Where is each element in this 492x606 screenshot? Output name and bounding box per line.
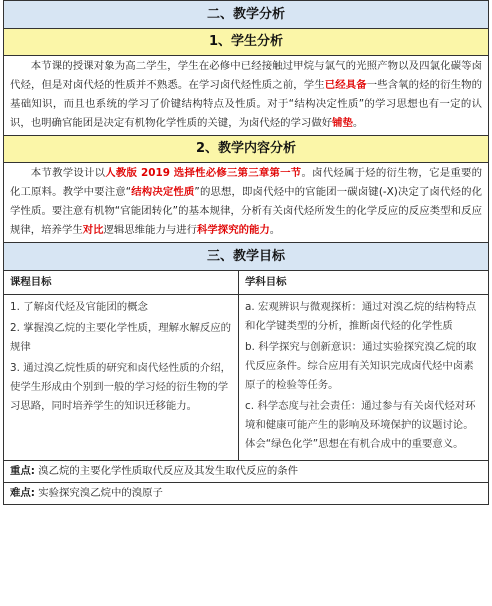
text-span: 。 <box>352 117 364 129</box>
course-objectives-list <box>4 295 238 422</box>
list-item: 2. 掌握溴乙烷的主要化学性质，理解水解反应的规律 <box>10 322 232 353</box>
subsection-title-content: 2、教学内容分析 <box>3 136 489 163</box>
course-objectives-header: 课程目标 <box>4 271 238 295</box>
list-item: c. 科学态度与社会责任：通过参与有关卤代烃对环境和健康可能产生的影响及环境保护的议题讨论。体会“绿色化学”思想在有机合成中的重要意义。 <box>245 400 476 450</box>
discipline-objectives-header: 学科目标 <box>239 271 488 295</box>
highlight-text: 已经具备 <box>324 79 367 91</box>
objectives-table <box>3 271 489 461</box>
subsection-title-student: 1、学生分析 <box>3 29 489 56</box>
difficulty-label: 难点: <box>10 487 35 499</box>
text-span: 逻辑思维能力与进行 <box>103 224 198 236</box>
student-analysis-paragraph <box>3 56 489 136</box>
text-span: ”的思想，即卤代烃中的官能团一碳卤键(-X)决定了卤代烃的化学性质。要注意有机物“官能团转化”的基本规律，分析有关卤代烃所发生的化学反应的反应类型和反应规律，培养学生 <box>10 186 482 236</box>
discipline-objectives-list <box>239 295 488 460</box>
difficulty-text: 实验探究溴乙烷中的溴原子 <box>38 487 163 499</box>
highlight-text: 人教版 2019 选择性必修三第三章第一节 <box>105 167 302 179</box>
key-point-text: 溴乙烷的主要化学性质取代反应及其发生取代反应的条件 <box>38 465 299 477</box>
key-point-row <box>10 461 482 482</box>
text-span: 本节教学设计以 <box>30 167 106 179</box>
list-item: b. 科学探究与创新意识：通过实验探究溴乙烷的取代反应条件。综合应用有关知识完成卤代烃中卤素原子的检验等任务。 <box>245 341 477 391</box>
section-title-objectives: 三、教学目标 <box>3 243 489 271</box>
highlight-text: 铺垫 <box>332 117 353 129</box>
list-item: 3. 通过溴乙烷性质的研究和卤代烃性质的介绍，使学生形成由个别到一般的学习烃的衍生物的学习思路，同时培养学生的知识迁移能力。 <box>10 362 232 412</box>
highlight-text: 结构决定性质 <box>131 186 195 198</box>
highlight-text: 对比 <box>82 224 104 236</box>
discipline-objectives-column <box>239 271 488 460</box>
list-item: a. 宏观辨识与微观探析：通过对溴乙烷的结构特点和化学键类型的分析，推断卤代烃的化学性质 <box>245 301 477 332</box>
key-point-label: 重点: <box>10 465 35 477</box>
text-span: 本节课的授课对象为高二学生，学生在必修中已经接触过甲烷与氯气的光照产物以及四氯化碳等卤代烃，但是对卤代烃的性质并不熟悉。在学习卤代烃性质之前，学生 <box>10 60 482 91</box>
text-span: 。 <box>269 224 281 236</box>
text-span: 一些含氧的烃的衍生物的基础知识，而且也系统的学习了价键结构特点及性质。对于“结构决定性质”的学习思想也有一定的认识，也明确官能团是决定有机物化学性质的关键，为卤代烃的学习做好 <box>10 79 483 129</box>
list-item: 1. 了解卤代烃及官能团的概念 <box>10 301 148 313</box>
highlight-text: 科学探究的能力 <box>197 224 270 236</box>
content-analysis-paragraph <box>3 163 489 243</box>
section-title-analysis: 二、教学分析 <box>3 0 489 29</box>
key-difficulty-block <box>3 461 489 505</box>
course-objectives-column <box>4 271 239 460</box>
text-span: 。卤代烃属于烃的衍生物，它是重要的化工原料。教学中要注意“ <box>10 167 483 198</box>
lesson-plan-page <box>3 0 489 505</box>
difficulty-row <box>4 482 488 504</box>
